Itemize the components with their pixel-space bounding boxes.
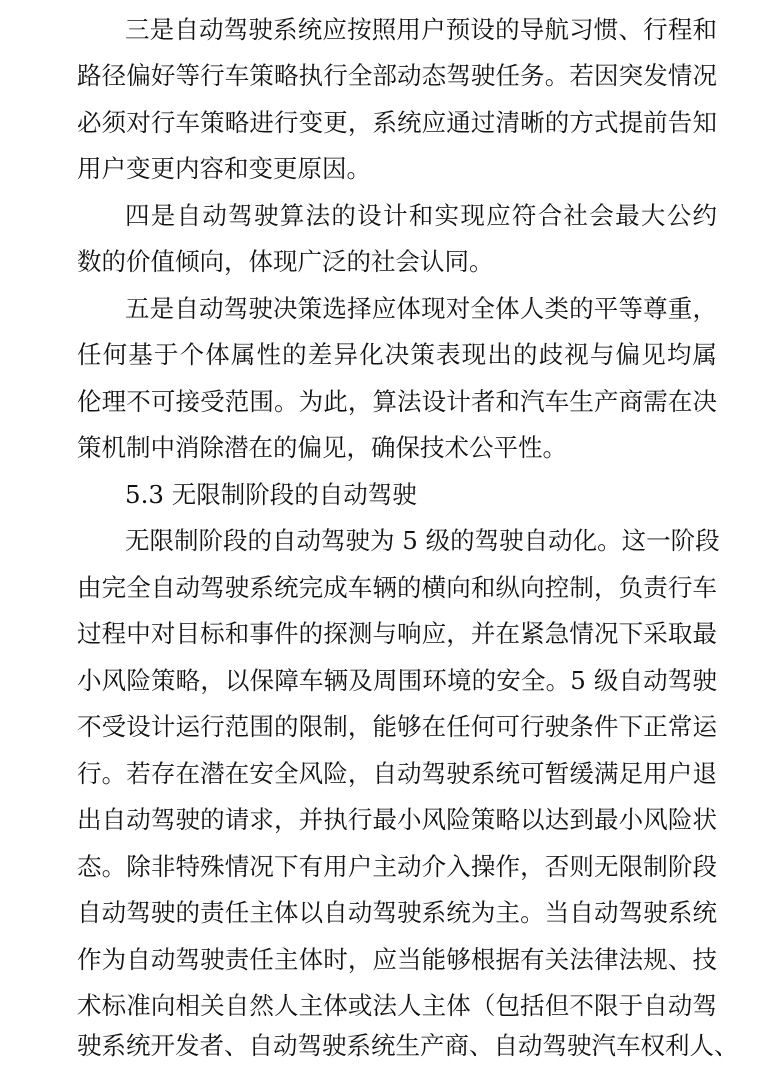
text-line: 四是自动驾驶算法的设计和实现应符合社会最大公约 — [125, 201, 717, 230]
text-line: 必须对行车策略进行变更，系统应通过清晰的方式提前告知 — [77, 108, 717, 137]
text-line: 数的价值倾向，体现广泛的社会认同。 — [77, 247, 494, 276]
text-line: 任何基于个体属性的差异化决策表现出的歧视与偏见均属 — [77, 340, 717, 369]
text-line: 自动驾驶的责任主体以自动驾驶系统为主。当自动驾驶系统 — [77, 898, 717, 927]
text-line: 作为自动驾驶责任主体时，应当能够根据有关法律法规、技 — [77, 945, 717, 974]
text-line: 驶系统开发者、自动驾驶系统生产商、自动驾驶汽车权利人、 — [77, 1031, 739, 1060]
text-line: 术标准向相关自然人主体或法人主体（包括但不限于自动驾 — [77, 991, 717, 1020]
text-line: 无限制阶段的自动驾驶为 5 级的驾驶自动化。这一阶段 — [125, 526, 720, 555]
text-line: 五是自动驾驶决策选择应体现对全体人类的平等尊重， — [125, 294, 717, 323]
text-line: 小风险策略，以保障车辆及周围环境的安全。5 级自动驾驶 — [77, 666, 717, 695]
text-line: 路径偏好等行车策略执行全部动态驾驶任务。若因突发情况 — [77, 61, 717, 90]
text-line: 过程中对目标和事件的探测与响应，并在紧急情况下采取最 — [77, 619, 717, 648]
text-line: 伦理不可接受范围。为此，算法设计者和汽车生产商需在决 — [77, 387, 717, 416]
text-line: 行。若存在潜在安全风险，自动驾驶系统可暂缓满足用户退 — [77, 759, 717, 788]
text-line: 不受设计运行范围的限制，能够在任何可行驶条件下正常运 — [77, 712, 717, 741]
text-line: 出自动驾驶的请求，并执行最小风险策略以达到最小风险状 — [77, 805, 717, 834]
section-heading: 5.3 无限制阶段的自动驾驶 — [125, 480, 417, 509]
text-line: 态。除非特殊情况下有用户主动介入操作，否则无限制阶段 — [77, 852, 717, 881]
text-line: 策机制中消除潜在的偏见，确保技术公平性。 — [77, 433, 567, 462]
text-line: 三是自动驾驶系统应按照用户预设的导航习惯、行程和 — [125, 15, 717, 44]
text-line: 由完全自动驾驶系统完成车辆的横向和纵向控制，负责行车 — [77, 573, 717, 602]
text-line: 用户变更内容和变更原因。 — [77, 154, 371, 183]
